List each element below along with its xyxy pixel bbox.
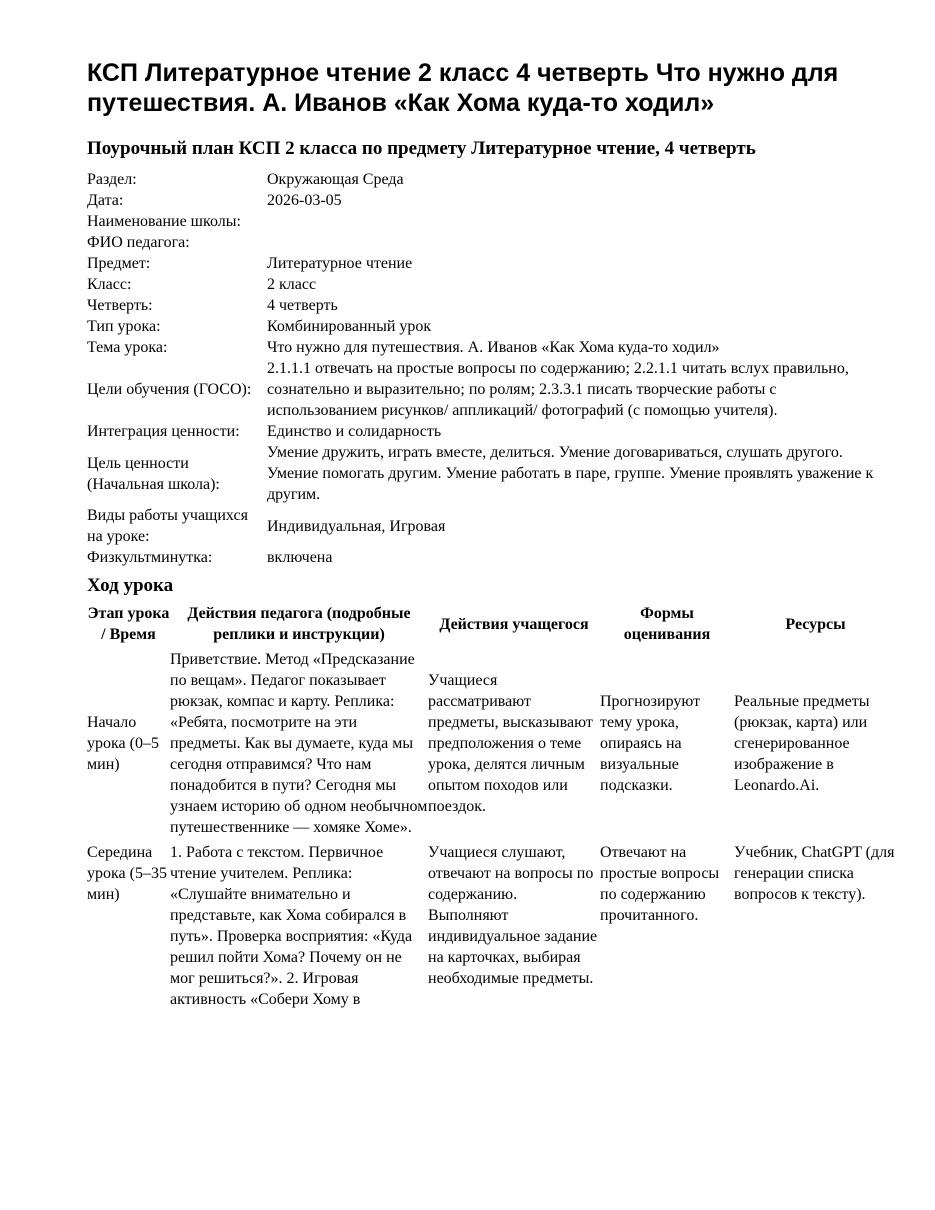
table-row: [87, 842, 897, 1014]
student-actions-cell: Учащиеся рассматривают предметы, высказывают предположения о теме урока, делятся личным опытом походов или поездок.: [428, 672, 593, 815]
info-key: Наименование школы:: [87, 213, 241, 230]
plan-subtitle: Поурочный план КСП 2 класса по предмету Литературное чтение, 4 четверть: [87, 138, 756, 159]
lesson-info-table: [87, 169, 887, 568]
resources-cell: Реальные предметы (рюкзак, карта) или сгенерированное изображение в Leonardo.Ai.: [734, 693, 870, 794]
info-value: Комбинированный урок: [267, 318, 432, 335]
info-row-goals: [87, 358, 887, 421]
info-row-date: [87, 190, 887, 211]
info-row-value-goal: [87, 442, 887, 505]
stage-cell: Середина урока (5–35 мин): [87, 844, 167, 903]
info-key: Виды работы учащихся на уроке:: [87, 507, 248, 545]
info-value: Литературное чтение: [267, 255, 413, 272]
table-header-row: [87, 603, 897, 649]
info-key: Тема урока:: [87, 339, 168, 356]
info-value: включена: [267, 549, 333, 566]
column-header-assessment: Формы оценивания: [623, 605, 711, 643]
resources-cell: Учебник, ChatGPT (для генерации списка вопросов к тексту).: [734, 844, 895, 903]
teacher-actions-cell: 1. Работа с текстом. Первичное чтение учителем. Реплика: «Слушайте внимательно и представьте, как Хома собирался в путь». Проверка восприятия: «Куда решил пойти Хома? Почему он не мог решиться?». 2. Игровая активность «Собери Хому в: [170, 844, 413, 1008]
info-row-value-integration: [87, 421, 887, 442]
info-key: Физкультминутка:: [87, 549, 213, 566]
column-header-stage: Этап урока / Время: [87, 605, 170, 643]
info-key: Класс:: [87, 276, 132, 293]
info-row-grade: [87, 274, 887, 295]
table-row: [87, 649, 897, 842]
info-row-quarter: [87, 295, 887, 316]
info-key: Предмет:: [87, 255, 151, 272]
info-row-exercise-break: [87, 547, 887, 568]
info-row-section: [87, 169, 887, 190]
info-value: Умение дружить, играть вместе, делиться. Умение договариваться, слушать другого. Умение помогать другим. Умение работать в паре, группе. Умение проявлять уважение к другим.: [267, 444, 874, 503]
student-actions-cell: Учащиеся слушают, отвечают на вопросы по содержанию. Выполняют индивидуальное задание на карточках, выбирая необходимые предметы.: [428, 844, 598, 987]
section-title: Ход урока: [87, 575, 174, 596]
info-value: Единство и солидарность: [267, 423, 442, 440]
info-key: Интеграция ценности:: [87, 423, 240, 440]
info-value: [267, 211, 887, 232]
info-value: 4 четверть: [267, 297, 338, 314]
info-row-topic: [87, 337, 887, 358]
column-header-student: Действия учащегося: [439, 615, 589, 633]
document-title: КСП Литературное чтение 2 класс 4 четверть Что нужно для путешествия. А. Иванов «Как Хома куда-то ходил»: [87, 59, 839, 117]
info-value: 2.1.1.1 отвечать на простые вопросы по содержанию; 2.2.1.1 читать вслух правильно, сознательно и выразительно; по ролям; 2.3.3.1 писать творческие работы с использованием рисунков/ аппликаций/ фотографий (с помощью учителя).: [267, 360, 849, 419]
info-row-school: [87, 211, 887, 232]
info-row-lesson-type: [87, 316, 887, 337]
info-key: ФИО педагога:: [87, 234, 190, 251]
info-key: Четверть:: [87, 297, 153, 314]
info-row-work-types: [87, 505, 887, 547]
info-row-teacher: [87, 232, 887, 253]
info-row-subject: [87, 253, 887, 274]
info-value: Что нужно для путешествия. А. Иванов «Как Хома куда-то ходил»: [267, 339, 720, 356]
lesson-flow-table: [87, 603, 897, 1014]
info-value: [267, 232, 887, 253]
info-key: Тип урока:: [87, 318, 161, 335]
info-key: Цель ценности (Начальная школа):: [87, 454, 220, 493]
assessment-cell: Прогнозируют тему урока, опираясь на визуальные подсказки.: [600, 693, 701, 794]
info-key: Дата:: [87, 192, 124, 209]
teacher-actions-cell: Приветствие. Метод «Предсказание по вещам». Педагог показывает рюкзак, компас и карту. Реплика: «Ребята, посмотрите на эти предметы. Как вы думаете, куда мы сегодня отправимся? Что нам понадобится в пути? Сегодня мы узнаем историю об одном необычном путешественнике — хомяке Хоме».: [170, 651, 428, 836]
stage-cell: Начало урока (0–5 мин): [87, 714, 159, 773]
info-key: Раздел:: [87, 171, 137, 188]
info-value: Окружающая Среда: [267, 171, 404, 188]
column-header-teacher: Действия педагога (подробные реплики и инструкции): [187, 605, 411, 643]
column-header-resources: Ресурсы: [785, 615, 846, 633]
info-value: 2 класс: [267, 276, 317, 293]
assessment-cell: Отвечают на простые вопросы по содержанию прочитанного.: [600, 844, 720, 924]
document-page: [87, 58, 897, 1014]
info-value: Индивидуальная, Игровая: [267, 517, 446, 535]
info-value: 2026-03-05: [267, 192, 342, 209]
info-key: Цели обучения (ГОСО):: [87, 381, 252, 398]
